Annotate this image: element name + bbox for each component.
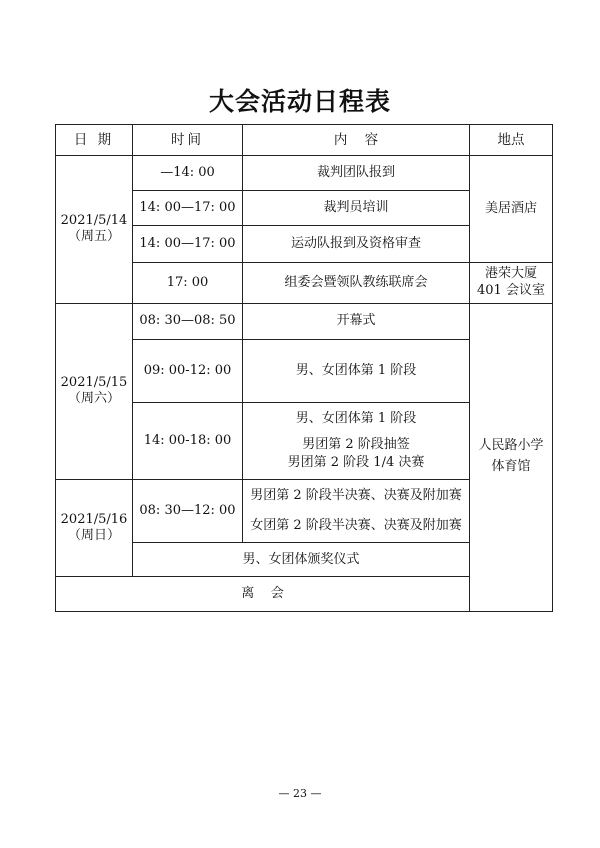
weekday-value: （周五） bbox=[67, 229, 120, 245]
table-header-row bbox=[56, 125, 553, 156]
content-cell: 组委会暨领队教练联席会 bbox=[243, 262, 470, 303]
time-cell: 17: 00 bbox=[133, 262, 243, 303]
time-cell: —14: 00 bbox=[133, 156, 243, 190]
time-cell: 14: 00-18: 00 bbox=[133, 402, 243, 479]
time-cell: 14: 00—17: 00 bbox=[133, 190, 243, 226]
content-cell: 裁判员培训 bbox=[243, 190, 470, 226]
location-cell-conference: 港荣大厦 401 会议室 bbox=[470, 262, 553, 303]
content-cell-departure: 离 会 bbox=[56, 577, 470, 612]
content-cell: 男、女团体第 1 阶段 bbox=[243, 340, 470, 403]
header-time: 时间 bbox=[133, 125, 243, 156]
table-row bbox=[56, 303, 553, 340]
time-cell: 09: 00-12: 00 bbox=[133, 340, 243, 403]
header-location: 地点 bbox=[470, 125, 553, 156]
date-value: 2021/5/16 bbox=[60, 511, 128, 527]
date-cell-day3 bbox=[56, 480, 133, 577]
table-row bbox=[56, 156, 553, 190]
page-number: — 23 — bbox=[278, 787, 322, 800]
header-content: 内 容 bbox=[243, 125, 470, 156]
content-cell-ceremony: 男、女团体颁奖仪式 bbox=[133, 542, 470, 576]
content-cell: 男团第 2 阶段半决赛、决赛及附加赛 女团第 2 阶段半决赛、决赛及附加赛 bbox=[243, 480, 470, 543]
location-cell-hotel: 美居酒店 bbox=[470, 156, 553, 263]
date-value: 2021/5/14 bbox=[60, 213, 128, 229]
content-cell: 运动队报到及资格审查 bbox=[243, 226, 470, 263]
weekday-value: （周六） bbox=[67, 391, 120, 407]
date-cell-day1 bbox=[56, 156, 133, 303]
date-cell-day2 bbox=[56, 303, 133, 480]
page-title: 大会活动日程表 bbox=[208, 87, 391, 116]
weekday-value: （周日） bbox=[67, 528, 120, 544]
content-cell: 开幕式 bbox=[243, 303, 470, 340]
schedule-table bbox=[55, 124, 553, 612]
location-cell-venue: 人民路小学 体育馆 bbox=[470, 303, 553, 611]
content-cell: 裁判团队报到 bbox=[243, 156, 470, 190]
time-cell: 08: 30—08: 50 bbox=[133, 303, 243, 340]
content-cell: 男、女团体第 1 阶段 男团第 2 阶段抽签 男团第 2 阶段 1/4 决赛 bbox=[243, 402, 470, 479]
date-value: 2021/5/15 bbox=[60, 375, 128, 391]
header-date: 日 期 bbox=[56, 125, 133, 156]
time-cell: 08: 30—12: 00 bbox=[133, 480, 243, 543]
time-cell: 14: 00—17: 00 bbox=[133, 226, 243, 263]
